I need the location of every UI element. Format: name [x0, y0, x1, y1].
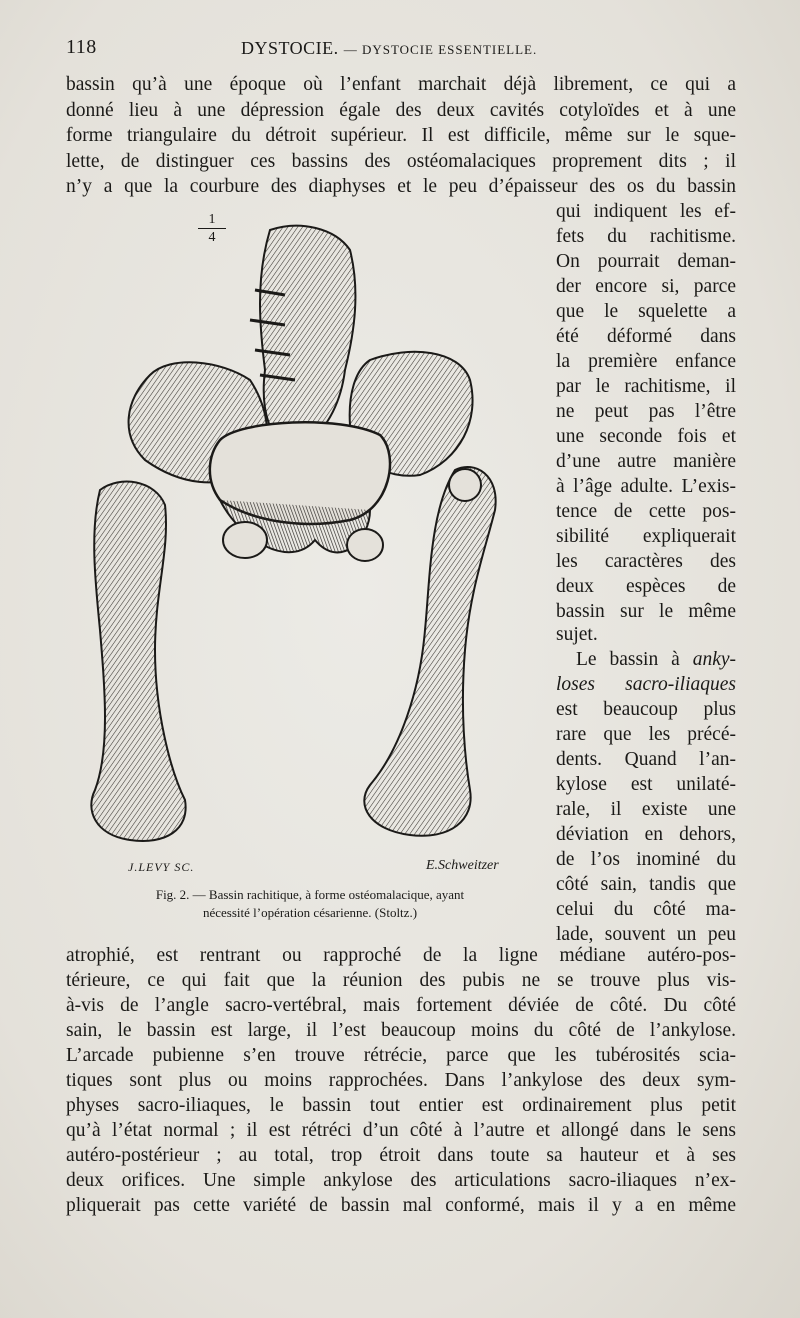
engraver-signature-left: J.LEVY SC.	[128, 860, 195, 874]
fraction-bar	[198, 228, 226, 229]
side-line: une seconde fois et	[556, 426, 736, 447]
side-line: sujet.	[556, 624, 598, 645]
caption-line: nécessité l’opération césarienne. (Stoltz.)	[202, 905, 418, 920]
side-para2-italic-line: loses sacro-iliaques	[556, 674, 736, 695]
side-line: est beaucoup plus	[556, 699, 736, 720]
side-line: ne peut pas l’être	[556, 401, 736, 422]
body-line: térieure, ce qui fait que la réunion des pubis ne se trouve plus vis-	[66, 970, 736, 991]
body-line: lette, de distinguer ces bassins des ostéomalaciques proprement dits ; il	[66, 151, 736, 172]
body-line: forme triangulaire du détroit supérieur. Il est difficile, même sur le sque-	[66, 125, 736, 146]
figure-caption	[74, 886, 546, 922]
side-line: deux espèces de	[556, 576, 736, 597]
side-line: les caractères des	[556, 551, 736, 572]
sacrum-shape	[260, 226, 355, 450]
side-line: dents. Quand l’an-	[556, 749, 736, 770]
running-header	[66, 36, 736, 66]
side-line: rare que les précé-	[556, 724, 736, 745]
left-femur	[91, 482, 185, 841]
side-line: lade, souvent un peu	[556, 924, 736, 945]
body-line: sain, le bassin est large, il l’est beaucoup moins du côté de l’ankylose.	[66, 1020, 736, 1041]
body-line: donné lieu à une dépression égale des deux cavités cotyloïdes et à une	[66, 100, 736, 121]
body-line: autéro-postérieur ; au total, trop étroit dans toute sa hauteur et à ses	[66, 1145, 736, 1166]
scale-denominator: 4	[208, 230, 216, 245]
right-obturator	[347, 529, 383, 561]
right-femur	[364, 467, 495, 836]
side-line: fets du rachitisme.	[556, 226, 736, 247]
caption-line: Fig. 2. — Bassin rachitique, à forme ostéomalacique, ayant	[155, 887, 465, 902]
body-line: physes sacro-iliaques, le bassin tout entier est ordinairement plus petit	[66, 1095, 736, 1116]
side-line: celui du côté ma-	[556, 899, 736, 920]
left-obturator	[223, 522, 267, 558]
body-line: atrophié, est rentrant ou rapproché de la ligne médiane autéro-pos-	[66, 945, 736, 966]
side-line: On pourrait deman-	[556, 251, 736, 272]
side-line: la première enfance	[556, 351, 736, 372]
side-line: qui indiquent les ef-	[556, 201, 736, 222]
side-line: bassin sur le même	[556, 601, 736, 622]
running-subtitle: — DYSTOCIE ESSENTIELLE.	[343, 42, 538, 57]
femoral-head	[449, 469, 481, 501]
pelvis-engraving	[70, 210, 546, 882]
page-number: 118	[66, 36, 97, 58]
side-line: rale, il existe une	[556, 799, 736, 820]
side-line: sibilité expliquerait	[556, 526, 736, 547]
body-line: bassin qu’à une époque où l’enfant marchait déjà librement, ce qui a	[66, 74, 736, 95]
body-line: tiques sont plus ou moins rapprochées. Dans l’ankylose des deux sym-	[66, 1070, 736, 1091]
side-para2-first-line: Le bassin à anky-	[576, 649, 736, 670]
pelvis-illustration	[70, 210, 546, 882]
body-line: qu’à l’état normal ; il est rétréci d’un côté à l’autre et allongé dans le sens	[66, 1120, 736, 1141]
side-line: par le rachitisme, il	[556, 376, 736, 397]
side-line: tence de cette pos-	[556, 501, 736, 522]
engraver-signature-right: E.Schweitzer	[426, 858, 499, 873]
side-line: côté sain, tandis que	[556, 874, 736, 895]
body-line: L’arcade pubienne s’en trouve rétrécie, parce que les tubérosités scia-	[66, 1045, 736, 1066]
side-line: été déformé dans	[556, 326, 736, 347]
side-line: kylose est unilaté-	[556, 774, 736, 795]
body-line: à-vis de l’angle sacro-vertébral, mais fortement déviée de côté. Du côté	[66, 995, 736, 1016]
side-line: déviation en dehors,	[556, 824, 736, 845]
side-line: que le squelette a	[556, 301, 736, 322]
body-line: pliquerait pas cette variété de bassin mal conformé, mais il y a en même	[66, 1195, 736, 1216]
side-line: de l’os inominé du	[556, 849, 736, 870]
body-line: deux orifices. Une simple ankylose des articulations sacro-iliaques n’ex-	[66, 1170, 736, 1191]
scale-fraction	[198, 212, 226, 245]
side-line: der encore si, parce	[556, 276, 736, 297]
body-line: n’y a que la courbure des diaphyses et le peu d’épaisseur des os du bassin	[66, 176, 736, 197]
scale-numerator: 1	[208, 212, 216, 227]
side-line: à l’âge adulte. L’exis-	[556, 476, 736, 497]
side-line: d’une autre manière	[556, 451, 736, 472]
running-title: DYSTOCIE. — DYSTOCIE ESSENTIELLE.	[241, 38, 538, 58]
